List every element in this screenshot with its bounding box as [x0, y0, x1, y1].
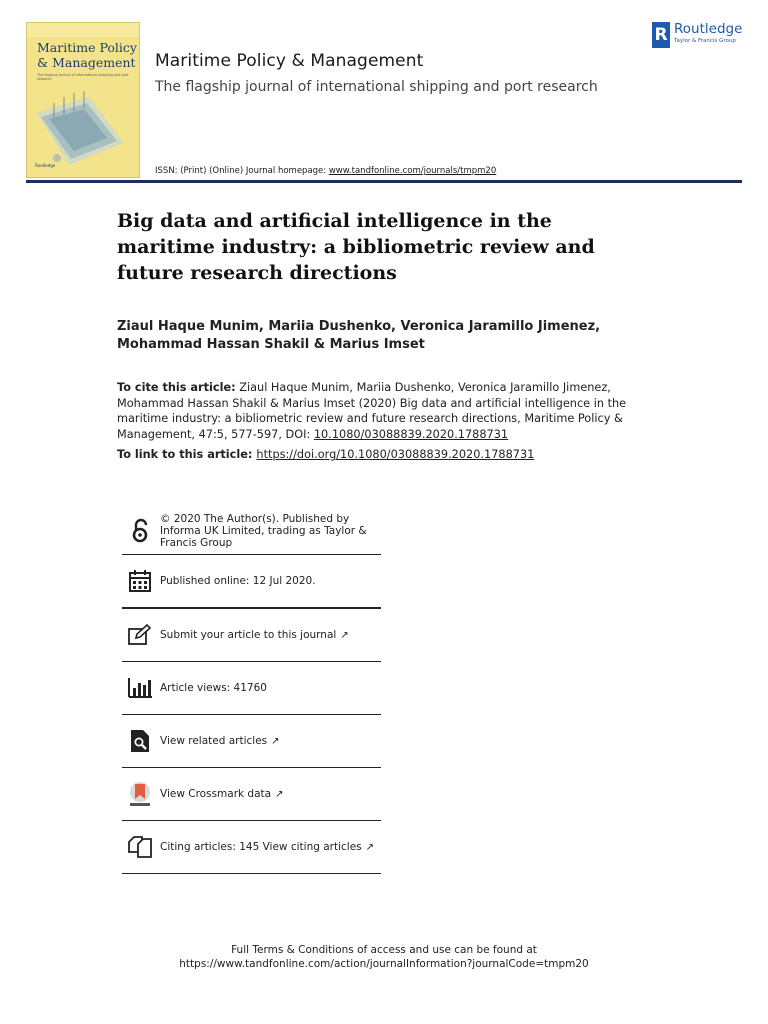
header-divider: [26, 180, 742, 183]
external-link-icon: ↗: [340, 629, 349, 641]
issn-text: ISSN: (Print) (Online) Journal homepage:: [155, 166, 329, 176]
article-views: Article views: 41760: [160, 682, 267, 694]
cover-subtitle: The flagship journal of international shipping and port research: [37, 73, 129, 81]
submit-label: Submit your article to this journal: [160, 628, 337, 641]
issn-line: [155, 166, 496, 176]
submit-row[interactable]: [122, 609, 381, 662]
cover-top-strip: [27, 23, 139, 37]
external-link-icon: ↗: [271, 735, 280, 747]
external-link-icon: ↗: [275, 788, 284, 800]
footer-terms-link[interactable]: https://www.tandfonline.com/action/journalInformation?journalCode=tmpm20: [179, 958, 589, 970]
crossmark-label: View Crossmark data: [160, 787, 272, 800]
journal-subtitle: The flagship journal of international shipping and port research: [155, 79, 598, 95]
bar-chart-icon: [126, 674, 154, 702]
related-label: View related articles: [160, 734, 268, 747]
related-articles-link[interactable]: [160, 735, 280, 748]
crossmark-link[interactable]: [160, 788, 283, 801]
views-row: [122, 662, 381, 715]
calendar-icon: [126, 567, 154, 595]
open-access-icon: [126, 517, 154, 545]
article-info-list: [122, 508, 381, 874]
related-row[interactable]: [122, 715, 381, 768]
cover-title-line1: Maritime Policy: [37, 40, 137, 55]
article-title: Big data and artificial intelligence in the maritime industry: a bibliometric review and future research directions: [117, 210, 595, 284]
taylor-francis-group: Taylor & Francis Group: [674, 38, 736, 44]
citation-block: [117, 380, 637, 442]
article-doi-link[interactable]: https://doi.org/10.1080/03088839.2020.1788731: [256, 448, 535, 461]
cite-text: Ziaul Haque Munim, Mariia Dushenko, Veronica Jaramillo Jimenez, Mohammad Hassan Shakil & Marius Imset (2020) Big data and artificial intelligence in the maritime industry: a bibliometric review and future research directions, Maritime Policy & Management, 47:5, 577-597, DOI:: [117, 381, 627, 441]
article-link-block: [117, 448, 677, 461]
routledge-name: Routledge: [674, 21, 743, 37]
cover-title-line2: & Management: [37, 55, 136, 70]
submit-article-link[interactable]: [160, 629, 349, 642]
journal-title: Maritime Policy & Management: [155, 51, 424, 71]
published-row: [122, 555, 381, 609]
routledge-logo[interactable]: [652, 22, 752, 50]
edit-icon: [126, 621, 154, 649]
journal-homepage-link[interactable]: www.tandfonline.com/journals/tmpm20: [328, 166, 497, 176]
external-link-icon: ↗: [365, 841, 375, 853]
published-date: Published online: 12 Jul 2020.: [160, 575, 316, 587]
journal-cover: [26, 22, 140, 178]
cite-doi-link[interactable]: 10.1080/03088839.2020.1788731: [313, 427, 509, 441]
ship-illustration-icon: [29, 83, 137, 173]
license-row: [122, 508, 381, 555]
link-label: To link to this article:: [117, 448, 253, 461]
cover-title: [37, 40, 137, 70]
citing-row[interactable]: [122, 821, 381, 874]
cover-publisher: Routledge: [35, 163, 56, 168]
routledge-r-icon: R: [652, 22, 670, 48]
crossmark-row[interactable]: [122, 768, 381, 821]
citing-articles-link[interactable]: [160, 841, 374, 854]
footer-line1: Full Terms & Conditions of access and use can be found at: [231, 944, 537, 956]
article-authors: Ziaul Haque Munim, Mariia Dushenko, Veronica Jaramillo Jimenez, Mohammad Hassan Shakil & Marius Imset: [117, 319, 601, 352]
footer-terms: [0, 943, 768, 971]
crossmark-icon: [126, 780, 154, 808]
related-articles-icon: [126, 727, 154, 755]
citing-articles-icon: [126, 833, 154, 861]
cite-label: To cite this article:: [117, 381, 236, 394]
citing-label: Citing articles: 145 View citing articles: [160, 840, 362, 853]
license-text: © 2020 The Author(s). Published by Informa UK Limited, trading as Taylor & Francis Group: [160, 513, 367, 549]
